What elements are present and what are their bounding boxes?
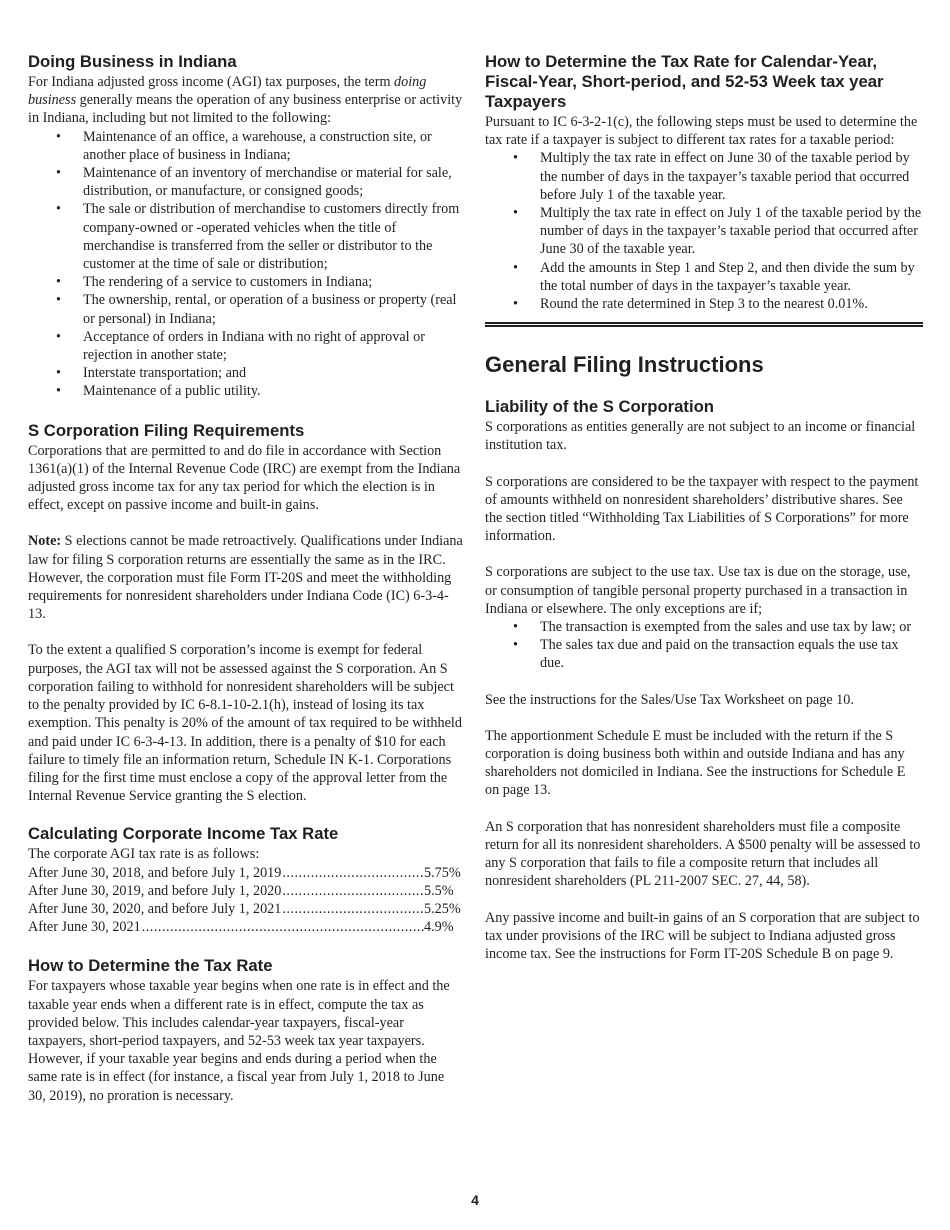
rate-value: 5.25% — [424, 900, 461, 917]
table-row — [28, 918, 464, 936]
use-tax-exceptions — [485, 618, 923, 673]
bullet-icon: • — [56, 383, 61, 400]
s-corp-note: Note: S elections cannot be made retroactively. Qualifications under Indiana law for filing S corporation returns are essentially the same as in the IRC. However, the corporation must file Form IT-20S and meet the withholding requirements for nonresident shareholders under Indiana Code (IC) 6-3-4-13. — [28, 533, 463, 623]
determine-rate-heading: How to Determine the Tax Rate — [28, 956, 273, 976]
tax-rate-section — [28, 824, 464, 936]
rate-value: 5.75% — [424, 864, 461, 881]
tax-rate-heading: Calculating Corporate Income Tax Rate — [28, 824, 339, 844]
determine-rate-text: For taxpayers whose taxable year begins when one rate is in effect and the taxable year ends when a different rate is in effect, compute the tax as provided below. This includes calendar-year taxpayers, fiscal-year taxpayers, short-period taxpayers, and 52-53 week tax year taxpayers. However, if your taxable year begins and ends during a period when the same rate is in effect (for instance, a fiscal year from July 1, 2018 to June 30, 2019), no proration is necessary. — [28, 978, 450, 1104]
list-item: • The rendering of a service to customers in Indiana; — [56, 274, 373, 291]
doing-business-intro: For Indiana adjusted gross income (AGI) tax purposes, the term doing business generally means the operation of any business enterprise or activity in Indiana, including but not limited to the following: — [28, 74, 463, 127]
bullet-icon: • — [513, 296, 518, 313]
tax-rate-intro: The corporate AGI tax rate is as follows: — [28, 846, 260, 863]
determine-rate-section — [28, 956, 464, 1104]
bullet-icon: • — [56, 365, 61, 382]
right-column — [485, 52, 923, 963]
list-item: • Maintenance of an inventory of merchandise or material for sale, distribution, or manufacture, or consigned goods; — [56, 165, 452, 200]
s-corp-paragraph: Corporations that are permitted to and do file in accordance with Section 1361(a)(1) of the Internal Revenue Code (IRC) are exempt from the Indiana adjusted gross income tax for any tax period for which the election is in effect, except on passive income and built-in gains. — [28, 442, 461, 514]
doing-business-list — [28, 128, 464, 401]
bullet-icon: • — [513, 637, 518, 654]
dot-leader — [281, 882, 424, 900]
bullet-icon: • — [513, 259, 518, 276]
use-tax-paragraph: S corporations are subject to the use tax. Use tax is due on the storage, use, or consumption of tangible personal property purchased in a transaction in Indiana or elsewhere. The only exceptions are if; — [485, 564, 911, 617]
list-item: • Interstate transportation; and — [56, 365, 247, 382]
bullet-icon: • — [56, 328, 61, 345]
table-row — [28, 900, 464, 918]
list-item: • Multiply the tax rate in effect on June 30 of the taxable period by the number of days in the taxpayer’s taxable period that occurred before July 1 of the taxable year. — [513, 150, 910, 203]
list-item: • The sales tax due and paid on the transaction equals the use tax due. — [513, 637, 899, 672]
general-filing-section — [485, 351, 923, 963]
general-filing-title: General Filing Instructions — [485, 352, 764, 378]
rate-period: After June 30, 2021 — [28, 919, 141, 936]
rate-value: 4.9% — [424, 919, 454, 936]
liability-heading: Liability of the S Corporation — [485, 397, 714, 417]
calendar-year-section — [485, 52, 923, 313]
rate-period: After June 30, 2019, and before July 1, 2020 — [28, 882, 282, 899]
s-corp-penalty-paragraph: To the extent a qualified S corporation’s income is exempt for federal purposes, the AGI tax will not be assessed against the S corporation. An S corporation failing to withhold for nonresident shareholders will be subject to the penalty provided by IC 6-8.1-10-2.1(h), instead of losing its tax exemption. This penalty is 20% of the amount of tax required to be withheld and paid under IC 6-3-4-13. In addition, there is a penalty of $10 for each failure to timely file an information return, Schedule IN K-1. Corporations filing for the first time must enclose a copy of the approval letter from the Internal Revenue Service granting the S election. — [28, 642, 462, 805]
bullet-icon: • — [513, 205, 518, 222]
list-item: • Maintenance of an office, a warehouse, a construction site, or another place of business in Indiana; — [56, 128, 432, 163]
list-item: • Acceptance of orders in Indiana with no right of approval or rejection in another state; — [56, 328, 425, 364]
tax-rate-table — [28, 864, 464, 937]
schedule-e-paragraph: The apportionment Schedule E must be included with the return if the S corporation is doing business both within and outside Indiana and has any shareholders not domiciled in Indiana. See the instructions for Schedule E on page 13. — [485, 727, 906, 799]
list-item: • Maintenance of a public utility. — [56, 383, 261, 400]
list-item: • The sale or distribution of merchandise to customers directly from company-owned or -operated vehicles when the title of merchandise is transferred from the seller or distributor to the customer at the time of sale or distribution; — [56, 201, 460, 273]
list-item: • Multiply the tax rate in effect on July 1 of the taxable period by the number of days in the taxpayer’s taxable period that occurred after June 30 of the taxable year. — [513, 205, 922, 258]
dot-leader — [141, 918, 424, 936]
s-corp-requirements-section — [28, 421, 464, 806]
bullet-icon: • — [56, 292, 61, 309]
calendar-year-heading: How to Determine the Tax Rate for Calendar-Year, Fiscal-Year, Short-period, and 52-53 Week tax year Taxpayers — [485, 52, 884, 111]
withholding-paragraph: S corporations are considered to be the taxpayer with respect to the payment of amounts withheld on nonresident shareholders’ distributive shares. See the section titled “Withholding Tax Liabilities of S Corporations” for more information. — [485, 473, 919, 545]
calendar-year-steps — [485, 149, 923, 313]
section-divider — [485, 322, 923, 327]
doing-business-section — [28, 52, 464, 401]
liability-paragraph: S corporations as entities generally are not subject to an income or financial institution tax. — [485, 419, 916, 454]
passive-income-paragraph: Any passive income and built-in gains of an S corporation that are subject to tax under provisions of the IRC will be subject to Indiana adjusted gross income tax. See the instructions for Form IT-20S Schedule B on page 9. — [485, 909, 920, 962]
bullet-icon: • — [513, 619, 518, 636]
bullet-icon: • — [56, 165, 61, 182]
list-item: • Add the amounts in Step 1 and Step 2, and then divide the sum by the total number of days in the taxpayer’s taxable year. — [513, 259, 915, 294]
rate-period: After June 30, 2018, and before July 1, 2019 — [28, 864, 282, 881]
bullet-icon: • — [56, 201, 61, 218]
calendar-year-intro: Pursuant to IC 6-3-2-1(c), the following steps must be used to determine the tax rate if a taxpayer is subject to different tax rates for a taxable period: — [485, 114, 918, 149]
doing-business-heading: Doing Business in Indiana — [28, 52, 237, 71]
rate-period: After June 30, 2020, and before July 1, 2021 — [28, 900, 282, 917]
list-item: • Round the rate determined in Step 3 to the nearest 0.01%. — [513, 296, 868, 313]
left-column — [28, 52, 464, 1105]
bullet-icon: • — [56, 128, 61, 145]
table-row — [28, 864, 464, 882]
composite-return-paragraph: An S corporation that has nonresident shareholders must file a composite return for all its nonresident shareholders. A $500 penalty will be assessed to any S corporation that fails to file a composite return that includes all nonresident shareholders (PL 211-2007 SEC. 27, 44, 58). — [485, 818, 921, 890]
dot-leader — [281, 864, 424, 882]
note-label: Note: — [28, 533, 62, 550]
bullet-icon: • — [56, 274, 61, 291]
s-corp-requirements-heading: S Corporation Filing Requirements — [28, 420, 305, 440]
page-number: 4 — [471, 1192, 479, 1208]
sales-use-worksheet-paragraph: See the instructions for the Sales/Use Tax Worksheet on page 10. — [485, 691, 854, 708]
list-item: • The transaction is exempted from the sales and use tax by law; or — [513, 619, 912, 636]
bullet-icon: • — [513, 150, 518, 167]
list-item: • The ownership, rental, or operation of a business or property (real or personal) in Indiana; — [56, 292, 457, 327]
table-row — [28, 882, 464, 900]
rate-value: 5.5% — [424, 882, 454, 899]
dot-leader — [281, 900, 424, 918]
